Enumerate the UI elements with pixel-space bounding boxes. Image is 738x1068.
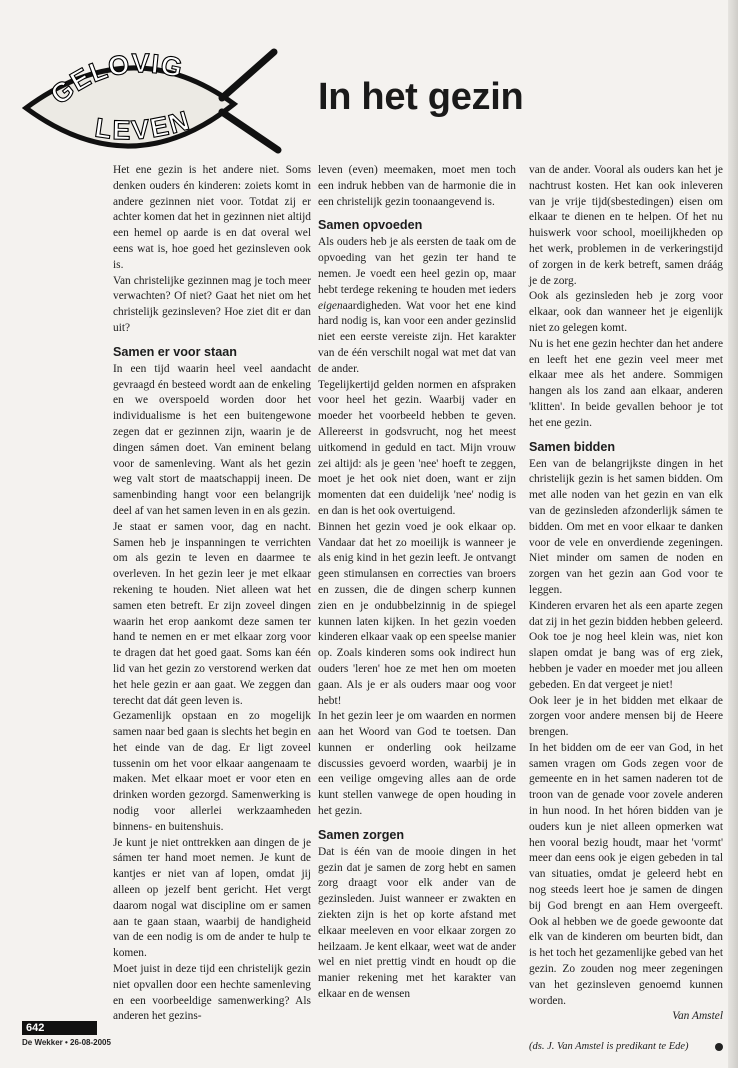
section-heading: Samen er voor staan bbox=[113, 344, 237, 359]
section-heading: Samen bidden bbox=[529, 439, 616, 454]
paragraph: In een tijd waarin heel veel aandacht gevraagd én besteed wordt aan de enkeling en we overspoeld worden door het individualisme is het een buitengewone zegen dat er gezinnen zijn, waarin je de dingen sámen doet. Van eminent belang voor de samenleving. Want als het gezin weg valt stort de maatschappij ineen. De samenbinding hangt voor een belangrijk deel af van het samen leven in en als gezin. bbox=[113, 362, 311, 517]
author-signature: Van Amstel bbox=[672, 1010, 723, 1023]
article-column-2 bbox=[318, 163, 516, 1003]
paragraph: Nu is het ene gezin hechter dan het andere en leeft het ene gezin veel meer met elkaar mee als het andere. Sommigen hangen als los zand aan elkaar, anderen 'klitten'. In beide gevallen behoor je tot het ene gezin. bbox=[529, 337, 723, 429]
logo-text-bottom: LEVEN bbox=[93, 104, 195, 146]
paragraph: Binnen het gezin voed je ook elkaar op. Vandaar dat het zo moeilijk is wanneer je als enig kind in het gezin leeft. Je ontvangt geen stimulansen en correcties van broers en zussen, die de dingen scherp kunnen zien en je ondubbelzinnig in de spiegel kunnen laten kijken. In het gezin voeden kinderen elkaar vaak op een speelse manier op. Zoals kinderen soms ook indirect hun ouders 'leren' hoe ze met hen om moeten gaan. Als je er als ouders maar oog voor hebt! bbox=[318, 520, 516, 707]
paragraph: Je staat er samen voor, dag en nacht. Samen heb je inspanningen te verrichten om als gezin te leven en daarmee te overleven. In het gezin leer je met elkaar rekening te houden. Niet alleen wat het samen eten betreft. Er zijn zoveel dingen waarin het erop aankomt deze samen ter hand te nemen en er met elkaar zorg voor te dragen dat het goed gaat. Soms kan één lid van het gezin zo verstorend werken dat het hele gezin er aan gaat. We zeggen dan terecht dat dát geen leven is. bbox=[113, 520, 311, 707]
page-number: 642 bbox=[22, 1021, 97, 1035]
credit-text: (ds. J. Van Amstel is predikant te Ede) bbox=[529, 1041, 689, 1053]
author-credit bbox=[529, 1039, 723, 1055]
paragraph: Gezamenlijk opstaan en zo mogelijk samen naar bed gaan is slechts het begin en het einde van de dag. Er ligt zoveel tussenin om het voor elkaar aangenaam te maken. Met elkaar moet er voor eten en drinken worden gezorgd. Samenwerking is nodig voor allerlei werkzaamheden binnens- en buitenshuis. bbox=[113, 710, 312, 833]
paragraph: In het gezin leer je om waarden en normen aan het Woord van God te toetsen. Dan kunnen er onderling ook heilzame discussies gevoerd worden, waarbij je in een veilige omgeving alles aan de orde kunt stellen vanwege de open houding in het gezin. bbox=[318, 710, 516, 818]
paragraph: Je kunt je niet onttrekken aan dingen de je sámen ter hand moet nemen. Je kunt de kantjes er niet van af lopen, omdat jij alleen op jezelf bent gericht. Het vergt daarom nogal wat discipline om er samen aan te gaan staan, waarbij de handigheid van de een nodig is om de ander te hulp te komen. bbox=[113, 836, 311, 960]
paragraph: Van christelijke gezinnen mag je toch meer verwachten? Of niet? Gaat het niet om het christelijk gezinsleven? Hoe ziet dit er dan uit? bbox=[113, 274, 311, 334]
paragraph: leven (even) meemaken, moet men toch een indruk hebben van de harmonie die in een christelijk gezin toonaangevend is. bbox=[318, 164, 516, 208]
paragraph: Het ene gezin is het andere niet. Soms denken ouders én kinderen: zoiets komt in andere gezinnen niet voor. Totdat zij er achter komen dat het in gezinnen niet altijd een hemel op aarde is en dat overal wel eens wat is, hoe goed het gezinsleven ook is. bbox=[113, 164, 311, 271]
article-column-1 bbox=[113, 163, 311, 1025]
paragraph: Kinderen ervaren het als een aparte zegen dat zij in het gezin bidden hebben geleerd. Ook toe je nog heel klein was, niet kon slapen omdat je bang was of erg ziek, hebben je vader en moeder met jou alleen gebeden. En dat vergeet je niet! bbox=[529, 599, 723, 691]
page-edge-shadow bbox=[728, 0, 738, 1068]
issue-info: De Wekker • 26-08-2005 bbox=[22, 1038, 111, 1047]
section-heading: Samen opvoeden bbox=[318, 218, 423, 233]
paragraph: van de ander. Vooral als ouders kan het je nachtrust kosten. Het kan ook inleveren van je vrije tijd(sbestedingen) eisen om elkaar te dienen en te helpen. Of het nu huiswerk voor school, moeilijkheden op het werk, problemen in de verkeringstijd of zorgen in de kerk betreft, samen dráág je de zorg. bbox=[529, 164, 723, 287]
article-title: In het gezin bbox=[318, 76, 524, 118]
paragraph: In het bidden om de eer van God, in het samen vragen om Gods zegen voor de gemeente en in het samen naderen tot de troon van de genade voor zovele anderen in hun nood. In het hóren bidden van je ouders kun je niet alleen opmerken wat hen vooral bezig houdt, maar het 'vormt' meer dan eens ook je eigen gebeden in tal van situaties, omdat je geleerd hebt en nog steeds leert hoe je samen de dingen bij God brengt en aan Hem overgeeft. Ook al hebben we de goede gewoonte dat elk van de kinderen om beurten bidt, dan is het toch het gezamenlijke gebed van het gezin. Zo zouden nog meer zegeningen van het gezinsleven genoemd kunnen worden. bbox=[529, 741, 723, 1007]
text-run: aardigheden. Wat voor het ene kind hard nodig is, kan voor een ander gezinslid niet een eerste vereiste zijn. Het karakter van de één verschilt nogal wat met dat van de ander. bbox=[318, 299, 516, 375]
logo-text-top: GELOVIG bbox=[44, 48, 186, 111]
paragraph: Dat is één van de mooie dingen in het gezin dat je samen de zorg hebt en samen zorg draagt voor elk ander van de gezinsleden. Juist wanneer er zwakten en ziekten zijn is het op korte afstand met elkaar meeleven en voor elkaar zorgen zo heilzaam. Je kent elkaar, weet wat de ander wel en niet prettig vindt en houdt op die manier rekening met het karakter van elkaar en de wensen bbox=[318, 845, 516, 1001]
text-run: Als ouders heb je als eersten de taak om de opvoeding van het gezin ter hand te nemen. Je voedt een heel gezin op, maar hebt terdege rekening te houden met ieders bbox=[318, 236, 516, 296]
gelovig-leven-fish-logo bbox=[22, 38, 284, 156]
paragraph: Ook als gezinsleden heb je zorg voor elkaar, ook dan wanneer het je eigenlijk niet zo gelegen komt. bbox=[529, 290, 723, 334]
paragraph: Een van de belangrijkste dingen in het christelijk gezin is het samen bidden. Om met alle noden van het gezin en van elk van de gezinsleden afzonderlijk sámen te bidden. Om met en voor elkaar te danken voor de vele en onverdiende zegeningen. Niet minder om samen de noden en zorgen van het gezin aan God voor te leggen. bbox=[529, 457, 723, 596]
article-column-3 bbox=[529, 163, 723, 1055]
paragraph: Ook leer je in het bidden met elkaar de zorgen voor andere mensen bij de Heere brengen. bbox=[529, 694, 723, 739]
emphasis-text: eigen bbox=[318, 299, 343, 312]
end-bullet-icon bbox=[715, 1043, 723, 1051]
paragraph: Moet juist in deze tijd een christelijk gezin niet opvallen door een hechte samenleving en een voorbeeldige samenwerking? Als anderen het gezins- bbox=[113, 963, 311, 1023]
paragraph: Tegelijkertijd gelden normen en afspraken voor heel het gezin. Waarbij vader en moeder het voorbeeld hebben te geven. Allereerst in godsvrucht, nog het meest uitkomend in geduld en tact. Mijn vrouw zei altijd: als je geen 'nee' hoeft te zeggen, moet je het ook niet doen, want er zijn momenten dat een duidelijk 'nee' nodig is en dan is het ook overtuigend. bbox=[318, 378, 516, 517]
section-heading: Samen zorgen bbox=[318, 827, 405, 842]
paragraph bbox=[318, 235, 516, 377]
